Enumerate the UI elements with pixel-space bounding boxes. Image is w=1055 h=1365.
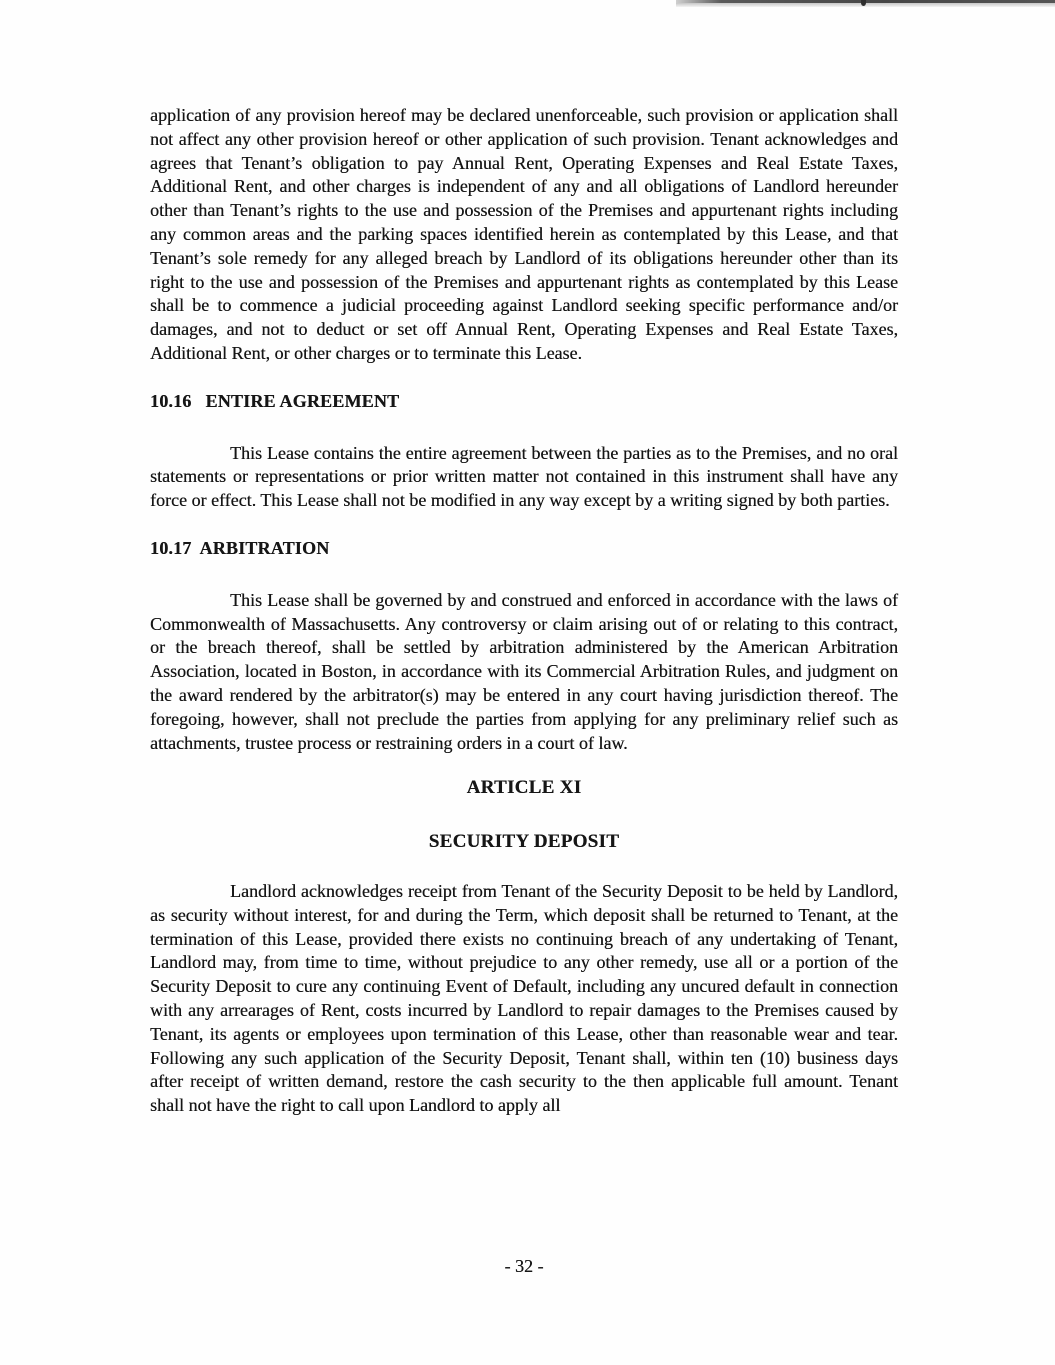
section-number-10-17: 10.17 xyxy=(150,537,192,558)
section-heading-10-17 xyxy=(150,537,898,561)
section-title-entire-agreement: ENTIRE AGREEMENT xyxy=(205,390,400,411)
section-number-10-16: 10.16 xyxy=(150,390,192,411)
page-content xyxy=(150,104,898,1118)
page-number: - 32 - xyxy=(504,1256,544,1276)
article-heading: ARTICLE XI xyxy=(466,777,582,799)
scan-artifact-dot xyxy=(861,0,866,6)
section-heading-10-16 xyxy=(150,390,898,414)
paragraph-security-deposit: Landlord acknowledges receipt from Tenant of the Security Deposit to be held by Landlord, as security without interest, for and during the Term, which deposit shall be returned to Tenant, at the termination of this Lease, provided there exists no continuing breach of any undertaking of Tenant, Landlord may, from time to time, without prejudice to any other remedy, use all or a portion of the Security Deposit to cure any continuing Event of Default, including any uncured default in connection with any arrearages of Rent, costs incurred by Landlord to repair damages to the Premises caused by Tenant, its agents or employees upon termination of this Lease, other than reasonable wear and tear. Following any such application of the Security Deposit, Tenant shall, within ten (10) business days after receipt of written demand, restore the cash security to the then applicable full amount. Tenant shall not have the right to call upon Landlord to apply all xyxy=(150,880,898,1116)
paragraph-arbitration: This Lease shall be governed by and construed and enforced in accordance with the laws of Commonwealth of Massachusetts. Any controversy or claim arising out of or relating to this contract, or the breach thereof, shall be settled by arbitration administered by the American Arbitration Association, located in Boston, in accordance with its Commercial Arbitration Rules, and judgment on the award rendered by the arbitrator(s) may be entered in any court having jurisdiction thereof. The foregoing, however, shall not preclude the parties from applying for any preliminary relief such as attachments, trustee process or restraining orders in a court of law. xyxy=(150,589,898,753)
paragraph-continuation: application of any provision hereof may be declared unenforceable, such provision or application shall not affect any other provision hereof or other application of such provision. Tenant acknowledges and agrees that Tenant’s obligation to pay Annual Rent, Operating Expenses and Real Estate Taxes, Additional Rent, and other charges is independent of any and all obligations of Landlord hereunder other than Tenant’s rights to the use and possession of the Premises and appurtenant rights including any common areas and the parking spaces identified herein as contemplated by this Lease, and that Tenant’s sole remedy for any alleged breach by Landlord of its obligations hereunder other than its right to the use and possession of the Premises and appurtenant rights as contemplated by this Lease shall be to commence a judicial proceeding against Landlord seeking specific performance and/or damages, and not to deduct or set off Annual Rent, Operating Expenses and Real Estate Taxes, Additional Rent, or other charges or to terminate this Lease. xyxy=(150,105,898,363)
section-title-arbitration: ARBITRATION xyxy=(199,537,330,558)
paragraph-entire-agreement: This Lease contains the entire agreement between the parties as to the Premises, and no oral statements or representations or prior written matter not contained in this instrument shall have any force or effect. This Lease shall not be modified in any way except by a writing signed by both parties. xyxy=(150,442,898,511)
article-title: SECURITY DEPOSIT xyxy=(428,831,620,853)
